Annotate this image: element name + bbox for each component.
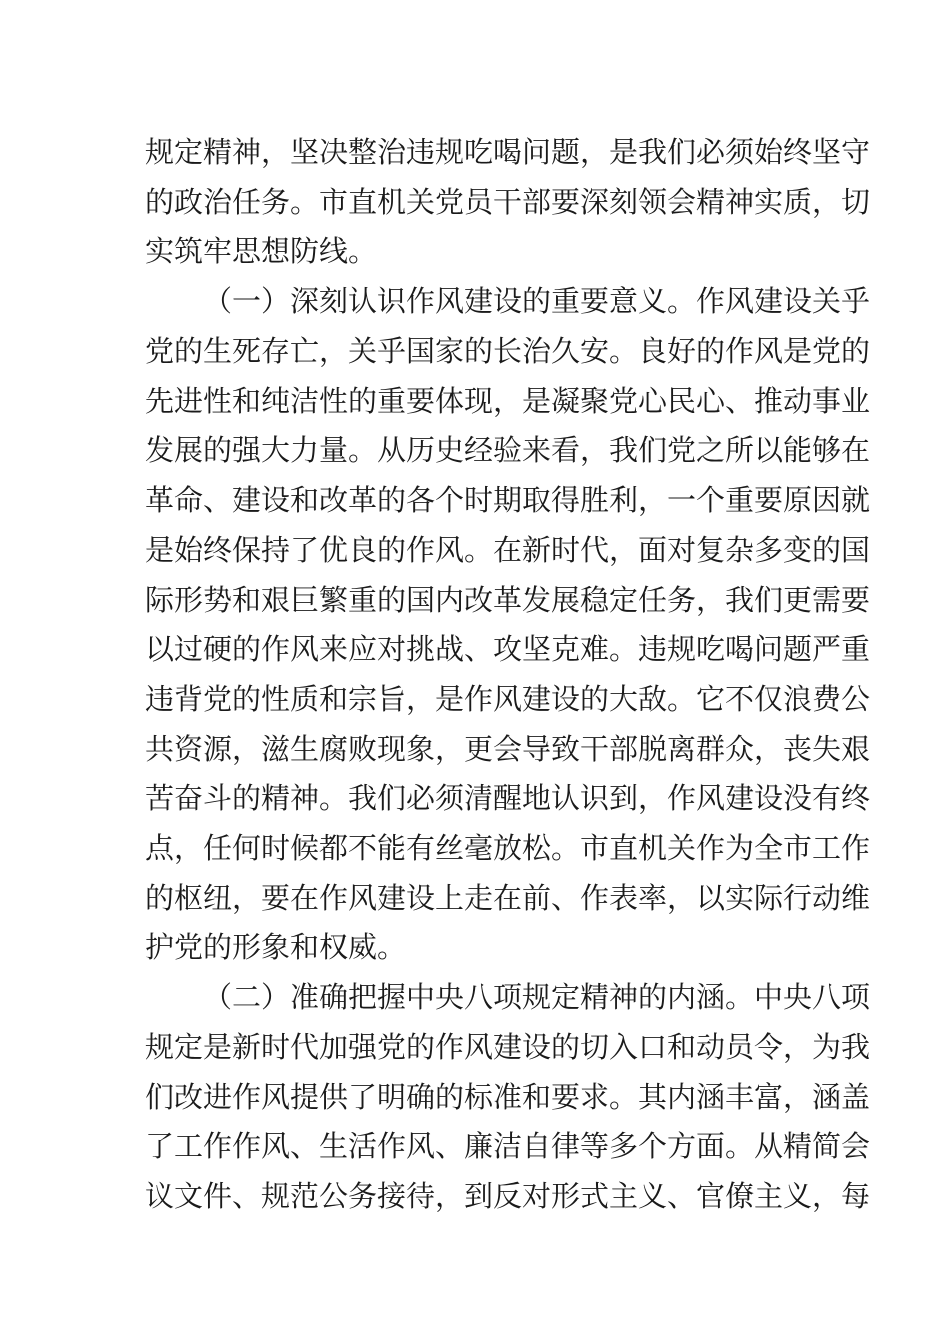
text-line: 了工作作风、生活作风、廉洁自律等多个方面。从精简会 xyxy=(145,1129,871,1163)
text-line: 违背党的性质和宗旨，是作风建设的大敌。它不仅浪费公 xyxy=(145,682,871,716)
paragraph-heading-line: （一）深刻认识作风建设的重要意义。作风建设关乎 xyxy=(203,284,871,318)
text-line: 发展的强大力量。从历史经验来看，我们党之所以能够在 xyxy=(145,433,871,467)
text-line: 革命、建设和改革的各个时期取得胜利，一个重要原因就 xyxy=(145,483,871,517)
text-line: 的政治任务。市直机关党员干部要深刻领会精神实质，切 xyxy=(145,185,871,219)
text-line: 们改进作风提供了明确的标准和要求。其内涵丰富，涵盖 xyxy=(145,1080,871,1114)
text-line: 护党的形象和权威。 xyxy=(145,930,407,964)
text-line: 点，任何时候都不能有丝毫放松。市直机关作为全市工作 xyxy=(145,831,871,865)
text-line: 规定是新时代加强党的作风建设的切入口和动员令，为我 xyxy=(145,1030,871,1064)
text-line: 的枢纽，要在作风建设上走在前、作表率，以实际行动维 xyxy=(145,881,871,915)
text-line: 实筑牢思想防线。 xyxy=(145,234,378,268)
paragraph-heading-line: （二）准确把握中央八项规定精神的内涵。中央八项 xyxy=(203,980,871,1014)
text-line: 际形势和艰巨繁重的国内改革发展稳定任务，我们更需要 xyxy=(145,583,871,617)
text-line: 议文件、规范公务接待，到反对形式主义、官僚主义，每 xyxy=(145,1179,871,1213)
text-line: 规定精神，坚决整治违规吃喝问题，是我们必须始终坚守 xyxy=(145,135,871,169)
text-line: 先进性和纯洁性的重要体现，是凝聚党心民心、推动事业 xyxy=(145,384,871,418)
text-line: 苦奋斗的精神。我们必须清醒地认识到，作风建设没有终 xyxy=(145,781,871,815)
text-line: 党的生死存亡，关乎国家的长治久安。良好的作风是党的 xyxy=(145,334,871,368)
text-line: 是始终保持了优良的作风。在新时代，面对复杂多变的国 xyxy=(145,533,871,567)
text-line: 以过硬的作风来应对挑战、攻坚克难。违规吃喝问题严重 xyxy=(145,632,871,666)
text-line: 共资源，滋生腐败现象，更会导致干部脱离群众，丧失艰 xyxy=(145,732,871,766)
